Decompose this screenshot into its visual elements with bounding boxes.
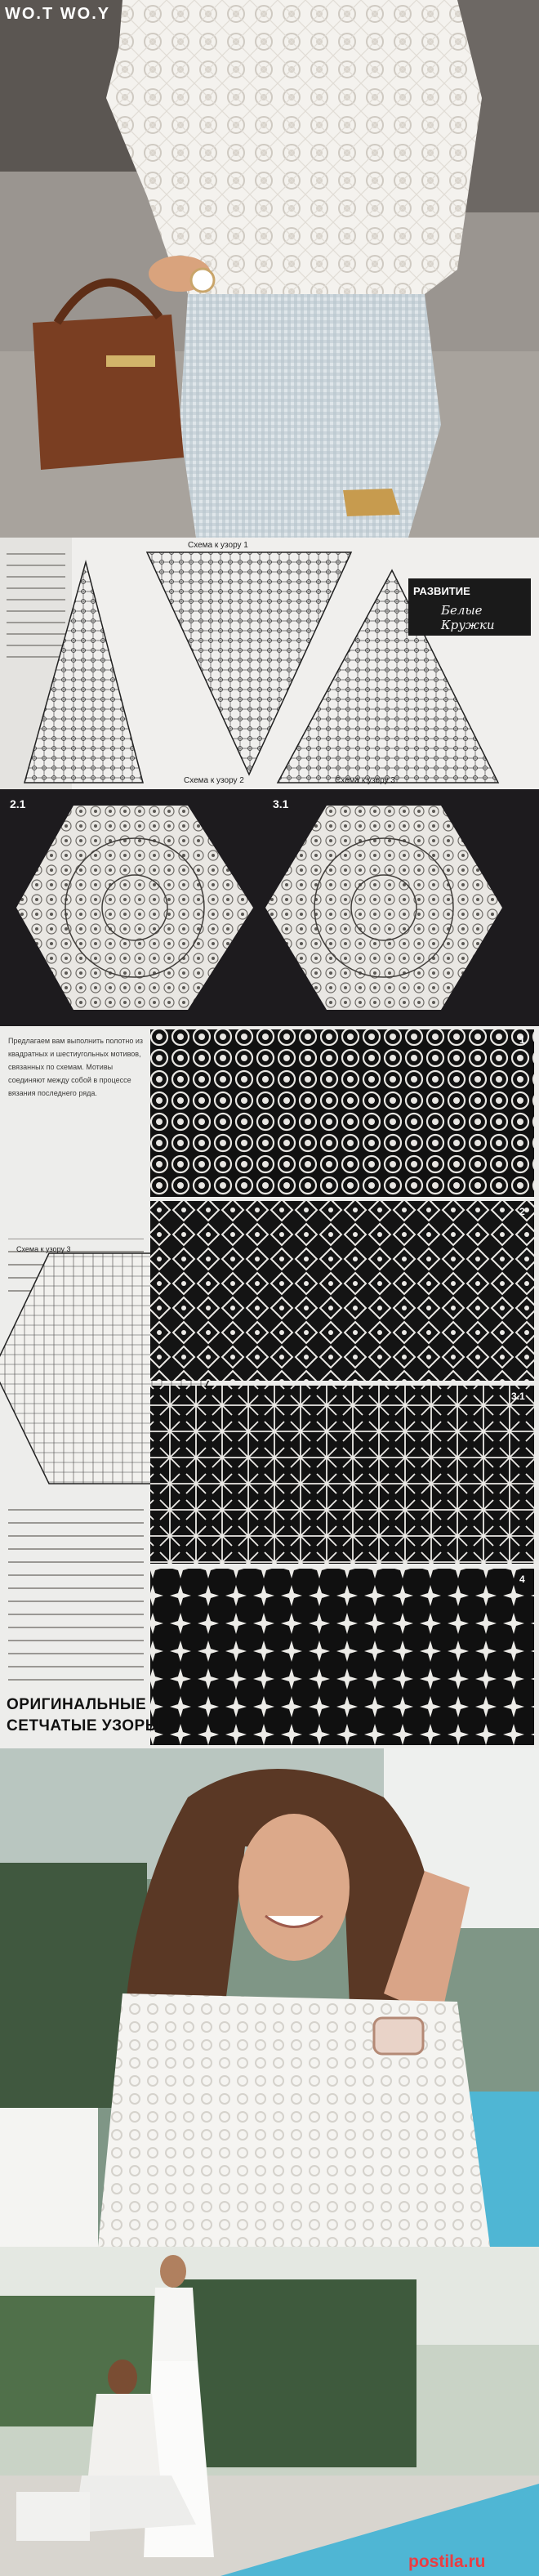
lace-swatch-3 <box>150 1386 534 1564</box>
diagram-sheet <box>0 538 539 789</box>
swatch-label-2: 2 <box>519 1206 525 1217</box>
gingham-trousers <box>180 294 441 538</box>
watermark-label: WO.T WO.Y <box>5 5 111 23</box>
poolside-models-photo <box>0 2247 539 2576</box>
white-crochet-top <box>98 1993 490 2247</box>
tropical-plants <box>172 2279 416 2467</box>
magazine-logo: РАЗВИТИЕ <box>413 585 470 597</box>
seated-model-top <box>88 2394 160 2476</box>
swatch-label-4: 4 <box>519 1574 525 1585</box>
lace-swatch-4 <box>150 1569 534 1745</box>
leather-handbag <box>33 315 184 470</box>
lace-swatch-1 <box>150 1029 534 1197</box>
standing-model-top <box>152 2288 198 2361</box>
hexagon-chart-caption: Схема к узору 3 <box>16 1245 71 1253</box>
motif-label-1: 2.1 <box>10 797 26 810</box>
lace-swatch-2 <box>150 1201 534 1381</box>
wristwatch <box>191 269 214 292</box>
motif-label-2: 3.1 <box>273 797 289 810</box>
chart-label-2: Схема к узору 2 <box>184 776 244 785</box>
swatch-label-1: 1 <box>519 1034 525 1046</box>
chart-label-3: Схема к узору 3 <box>335 776 395 785</box>
pattern-sheet <box>0 1026 539 1748</box>
title-line-2: СЕТЧАТЫЕ УЗОРЫ <box>7 1717 161 1734</box>
rose-gold-watch <box>374 2018 423 2054</box>
hexagon-motifs <box>0 789 539 1026</box>
smiling-face <box>238 1814 350 1961</box>
magazine-script-title: Белые Кружки <box>441 603 495 632</box>
chart-label-1: Схема к узору 1 <box>188 541 248 550</box>
side-description: Предлагаем вам выполнить полотно из квадратных и шестиугольных мотивов, связанных по схемам. Мотивы соединяют между собой в процессе вязания последнего ряда. <box>8 1034 144 1239</box>
postila-watermark: postila.ru <box>408 2552 486 2571</box>
crochet-top-portrait <box>0 1748 539 2247</box>
lace-top-street-photo <box>0 0 539 538</box>
title-line-1: ОРИГИНАЛЬНЫЕ <box>7 1696 147 1713</box>
swatch-label-3: 3.1 <box>511 1391 525 1402</box>
